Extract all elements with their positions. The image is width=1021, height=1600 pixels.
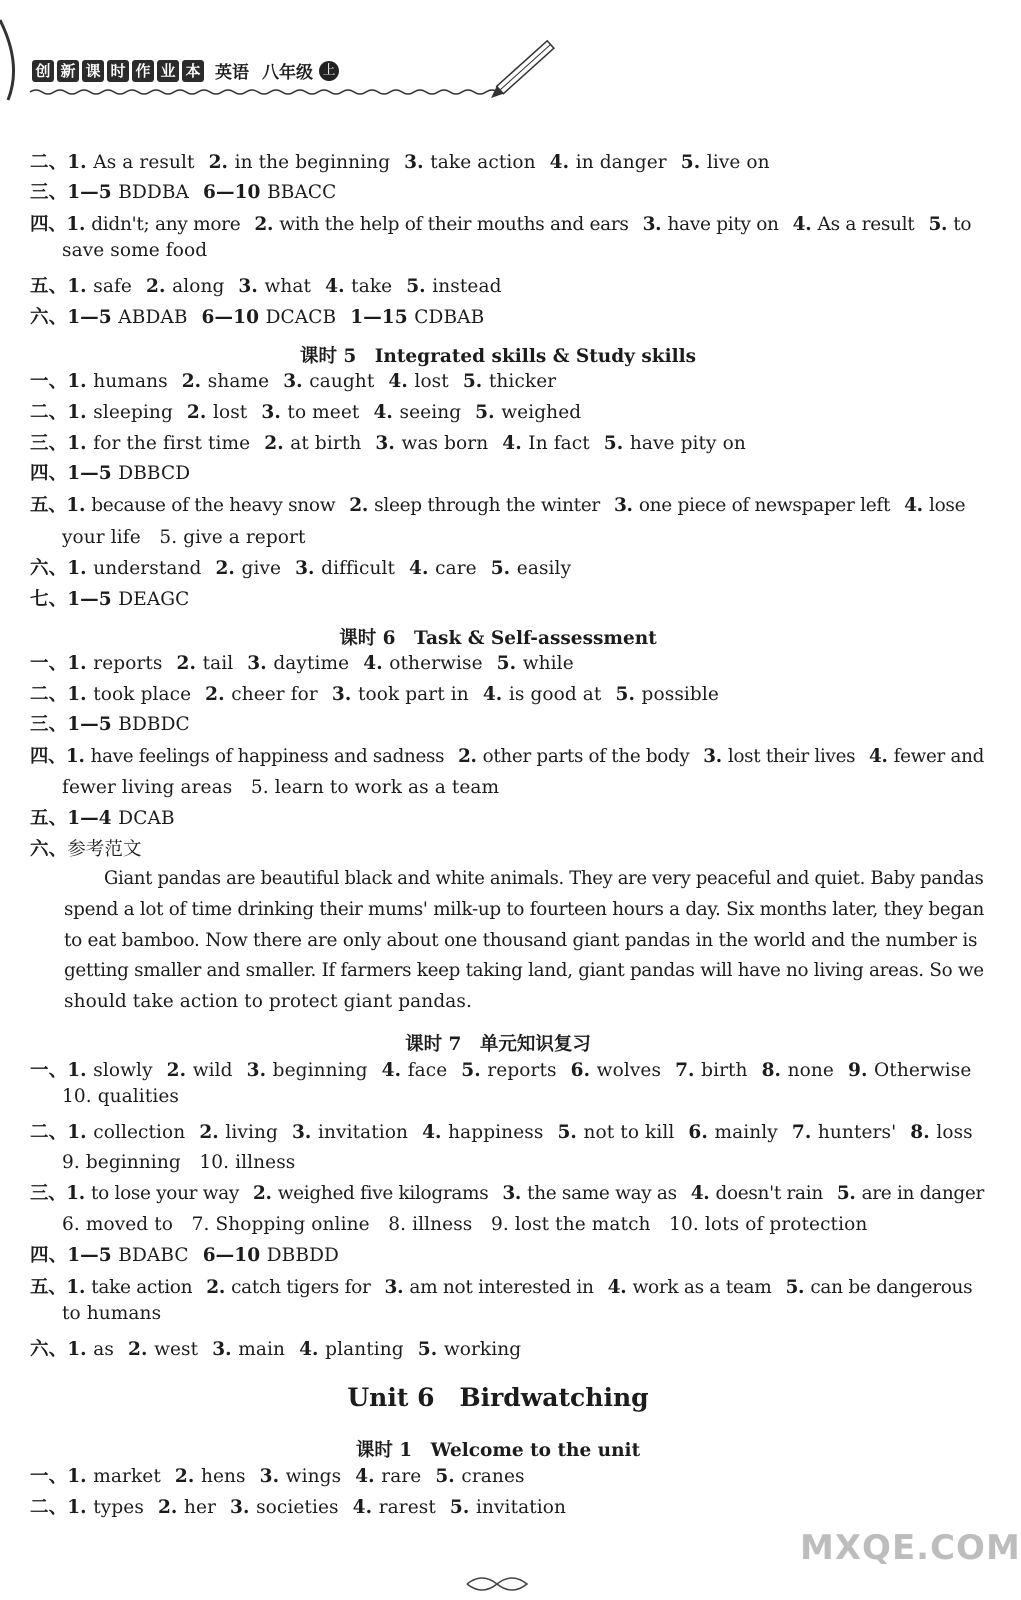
question-group-label: 二、 (30, 1497, 68, 1518)
answer-number: 5. (449, 1497, 476, 1518)
answer-text: slowly (93, 1060, 153, 1081)
answer-text: have pity on (667, 214, 779, 235)
answer-line (30, 1493, 566, 1519)
answer-number: 7. (791, 1122, 818, 1143)
answer-text: safe (93, 276, 132, 297)
question-group-label: 一、 (30, 653, 68, 674)
answer-number: 1. (66, 746, 91, 767)
title-char: 作 (132, 60, 154, 82)
answer-number: 4. (355, 1466, 382, 1487)
answer-text: Otherwise (874, 1060, 972, 1081)
answer-number: 1. (67, 653, 94, 674)
answer-text: working (443, 1339, 522, 1360)
answer-text: DEAGC (118, 589, 190, 610)
answer-text: lost their lives (727, 746, 856, 767)
answer-number: 6. (570, 1060, 597, 1081)
answer-text: the same way as (527, 1183, 677, 1204)
answer-number: 5. (836, 1183, 862, 1204)
answer-number: 2. (181, 371, 208, 392)
answer-number: 6—10 (203, 182, 268, 203)
answer-line (30, 491, 965, 517)
answer-number: 1—5 (67, 1245, 119, 1266)
answer-text: mainly (714, 1122, 778, 1143)
answer-number: 3. (295, 558, 322, 579)
answer-text: societies (256, 1497, 339, 1518)
answer-number: 9. (847, 1060, 875, 1081)
watermark: MXQE.COM (800, 1528, 1021, 1568)
answer-line (30, 1335, 521, 1361)
answer-number: 5. (603, 433, 630, 454)
answer-number: 5. (680, 152, 707, 173)
answer-number: 3. (613, 495, 639, 516)
answer-text: have feelings of happiness and sadness (90, 746, 445, 767)
answer-number: 1—5 (67, 307, 119, 328)
answer-number: 1. (67, 276, 94, 297)
answer-text: for the first time (93, 433, 251, 454)
answer-number: 3. (375, 433, 402, 454)
question-group-label: 四、 (30, 214, 67, 235)
answer-text: DBBCD (118, 463, 191, 484)
answer-number: 4. (792, 214, 818, 235)
answer-text: lose (928, 495, 966, 516)
answer-text: face (407, 1060, 448, 1081)
answer-text: wings (285, 1466, 342, 1487)
answer-number: 5. (928, 214, 954, 235)
answer-line (30, 710, 190, 736)
question-group-label: 三、 (30, 182, 68, 203)
answer-number: 5. (461, 1060, 488, 1081)
answer-number: 8. (761, 1060, 788, 1081)
answer-text: is good at (508, 684, 602, 705)
answer-text: doesn't rain (715, 1183, 823, 1204)
answer-text: hens (200, 1466, 246, 1487)
question-group-label: 四、 (30, 746, 67, 767)
answer-number: 1. (67, 558, 94, 579)
answer-number: 2. (176, 653, 203, 674)
answer-line-continued: to humans (62, 1303, 162, 1324)
answer-number: 1—5 (67, 463, 119, 484)
question-group-label: 七、 (30, 589, 68, 610)
answer-text: take (351, 276, 393, 297)
answer-number: 2. (157, 1497, 184, 1518)
question-group-label: 五、 (30, 808, 68, 829)
answer-text: as (93, 1339, 114, 1360)
answer-number: 5. (417, 1339, 444, 1360)
answer-text: BDBDC (118, 714, 190, 735)
answer-number: 3. (212, 1339, 239, 1360)
answer-number: 1. (67, 433, 94, 454)
answer-number: 1. (67, 1060, 94, 1081)
answer-line (30, 303, 484, 329)
answer-text: living (225, 1122, 278, 1143)
question-group-label: 六、 (30, 839, 68, 860)
answer-line (30, 585, 189, 611)
answer-text: As a result (817, 214, 915, 235)
question-group-label: 三、 (30, 1183, 67, 1204)
answer-text: along (172, 276, 225, 297)
answer-text: otherwise (389, 653, 483, 674)
answer-number: 3. (238, 276, 265, 297)
title-char: 业 (157, 60, 179, 82)
answer-number: 3. (404, 152, 431, 173)
answer-number: 2. (264, 433, 291, 454)
subject-label: 英语 (215, 63, 249, 83)
answer-text: one piece of newspaper left (638, 495, 891, 516)
answer-number: 1—5 (67, 714, 119, 735)
answer-text: wild (192, 1060, 233, 1081)
answer-number: 2. (206, 1277, 232, 1298)
answer-number: 4. (299, 1339, 326, 1360)
answer-number: 4. (373, 402, 400, 423)
answer-text: difficult (321, 558, 396, 579)
answer-number: 1. (67, 1339, 94, 1360)
sample-essay-line: should take action to protect giant pandas. (64, 991, 472, 1012)
answer-line (30, 1273, 972, 1299)
answer-number: 4. (549, 152, 576, 173)
answer-text: catch tigers for (231, 1277, 371, 1298)
answer-text: As a result (93, 152, 195, 173)
answer-text: lost (414, 371, 449, 392)
answer-text: care (435, 558, 477, 579)
answer-number: 4. (904, 495, 929, 516)
answer-text: can be dangerous (810, 1277, 973, 1298)
answer-number: 4. (381, 1060, 408, 1081)
answer-line (30, 367, 556, 393)
lesson-heading: 课时 1 Welcome to the unit (355, 1440, 641, 1461)
pencil-decoration-icon (0, 0, 996, 110)
answer-line (30, 429, 746, 455)
answer-number: 5. (615, 684, 642, 705)
answer-number: 2. (208, 152, 235, 173)
answer-text: ABDAB (118, 307, 188, 328)
answer-number: 3. (283, 371, 310, 392)
answer-line (30, 680, 719, 706)
answer-number: 3. (246, 1060, 273, 1081)
answer-text: DCACB (265, 307, 337, 328)
answer-text: hunters' (817, 1122, 897, 1143)
answer-text: in danger (575, 152, 667, 173)
answer-text: instead (432, 276, 502, 297)
answer-number: 1. (67, 1122, 94, 1143)
answer-number: 8. (910, 1122, 937, 1143)
answer-text: take action (430, 152, 536, 173)
answer-text: take action (91, 1277, 193, 1298)
answer-number: 2. (166, 1060, 193, 1081)
answer-number: 3. (291, 1122, 318, 1143)
answer-line (30, 1056, 971, 1082)
answer-number: 1. (67, 402, 94, 423)
answer-number: 2. (186, 402, 213, 423)
answer-text: invitation (475, 1497, 567, 1518)
answer-text: In fact (528, 433, 590, 454)
answer-number: 1. (67, 371, 94, 392)
answer-line (30, 148, 770, 174)
answer-number: 1. (66, 1277, 92, 1298)
answer-line (30, 835, 142, 861)
question-group-label: 三、 (30, 433, 68, 454)
question-group-label: 二、 (30, 1122, 68, 1143)
answer-text: planting (325, 1339, 404, 1360)
answer-number: 1. (67, 684, 94, 705)
answer-number: 1. (66, 214, 92, 235)
answer-text: cranes (461, 1466, 525, 1487)
question-group-label: 五、 (30, 495, 67, 516)
answer-number: 4. (482, 684, 509, 705)
answer-line (30, 742, 984, 768)
answer-text: to meet (287, 402, 360, 423)
answer-number: 3. (502, 1183, 528, 1204)
answer-line (30, 649, 574, 675)
question-group-label: 二、 (30, 402, 68, 423)
answer-line (30, 554, 571, 580)
question-group-label: 四、 (30, 1245, 68, 1266)
answer-text: while (522, 653, 574, 674)
answer-number: 5. (785, 1277, 811, 1298)
question-group-label: 五、 (30, 1277, 67, 1298)
answer-text: live on (706, 152, 770, 173)
question-group-label: 二、 (30, 152, 68, 173)
answer-number: 1—5 (67, 589, 119, 610)
answer-text: thicker (488, 371, 557, 392)
answer-number: 4. (869, 746, 894, 767)
answer-line-continued: fewer living areas 5. learn to work as a team (62, 777, 500, 798)
answer-number: 6—10 (201, 307, 266, 328)
answer-text: main (238, 1339, 286, 1360)
answer-number: 4. (325, 276, 352, 297)
answer-text: was born (401, 433, 489, 454)
answer-text: her (184, 1497, 217, 1518)
answer-number: 3. (247, 653, 274, 674)
answer-text: have pity on (629, 433, 746, 454)
answer-text: understand (93, 558, 202, 579)
answer-line (30, 1179, 984, 1205)
answer-text: am not interested in (409, 1277, 594, 1298)
answer-number: 3. (261, 402, 288, 423)
grade-label: 八年级 (262, 63, 313, 83)
answer-number: 4. (409, 558, 436, 579)
sample-essay-line: to eat bamboo. Now there are only about one thousand giant pandas in the world and the number is (64, 930, 978, 951)
answer-text: types (93, 1497, 144, 1518)
answer-number: 2. (174, 1466, 201, 1487)
sample-essay-line: Giant pandas are beautiful black and white animals. They are very peaceful and quiet. Baby pandas (104, 868, 984, 889)
answer-number: 2. (205, 684, 232, 705)
answer-text: work as a team (632, 1277, 772, 1298)
answer-line (30, 210, 971, 236)
answer-number: 2. (458, 746, 483, 767)
answer-text: possible (641, 684, 719, 705)
answer-text: west (154, 1339, 199, 1360)
answer-number: 5. (475, 402, 502, 423)
answer-text: reports (93, 653, 163, 674)
lesson-heading: 课时 6 Task & Self-assessment (339, 628, 657, 649)
answer-number: 6—10 (202, 1245, 267, 1266)
answer-text: rarest (378, 1497, 436, 1518)
question-group-label: 四、 (30, 463, 68, 484)
answer-text: reports (487, 1060, 557, 1081)
answer-text: DBBDD (266, 1245, 339, 1266)
answer-line (30, 1241, 339, 1267)
answer-text: happiness (448, 1122, 544, 1143)
answer-line (30, 398, 581, 424)
title-char: 新 (57, 60, 79, 82)
question-group-label: 六、 (30, 307, 68, 328)
answer-text: not to kill (583, 1122, 675, 1143)
question-group-label: 三、 (30, 714, 68, 735)
answer-number: 1—5 (67, 182, 119, 203)
page-header (0, 0, 996, 110)
answer-text: sleep through the winter (374, 495, 600, 516)
answer-number: 1. (66, 495, 92, 516)
answer-text: wolves (596, 1060, 662, 1081)
answer-text: lost (212, 402, 248, 423)
answer-number: 4. (690, 1183, 716, 1204)
answer-line (30, 1118, 973, 1144)
answer-number: 3. (642, 214, 668, 235)
answer-text: none (787, 1060, 834, 1081)
answer-text: seeing (399, 402, 462, 423)
answer-line-continued: 6. moved to 7. Shopping online 8. illness 9. lost the match 10. lots of protection (62, 1214, 868, 1235)
answer-line (30, 272, 502, 298)
answer-number: 4. (607, 1277, 633, 1298)
question-group-label: 二、 (30, 684, 68, 705)
lesson-heading: 课时 5 Integrated skills & Study skills (299, 346, 697, 367)
unit-heading: Unit 6 Birdwatching (347, 1383, 649, 1412)
answer-text: sleeping (93, 402, 173, 423)
answer-line (30, 178, 336, 204)
answer-number: 5. (496, 653, 523, 674)
answer-text: took place (93, 684, 192, 705)
answer-line-continued: 10. qualities (62, 1086, 180, 1107)
answer-text: give (241, 558, 282, 579)
answer-text: tail (202, 653, 234, 674)
question-group-label: 五、 (30, 276, 68, 297)
answer-number: 2. (349, 495, 375, 516)
book-title (32, 58, 339, 83)
volume-badge: 上 (319, 61, 339, 81)
answer-text: DCAB (118, 808, 175, 829)
answer-text: didn't; any more (91, 214, 241, 235)
answer-number: 2. (252, 1183, 278, 1204)
answer-text: easily (516, 558, 572, 579)
answer-number: 5. (462, 371, 489, 392)
answer-text: other parts of the body (482, 746, 690, 767)
lesson-heading: 课时 7 单元知识复习 (405, 1034, 591, 1055)
answer-text: caught (309, 371, 375, 392)
answer-number: 4. (422, 1122, 449, 1143)
answer-number: 3. (384, 1277, 410, 1298)
answer-text: invitation (318, 1122, 409, 1143)
answer-number: 1. (66, 1183, 92, 1204)
answer-text: weighed (501, 402, 582, 423)
answer-number: 4. (363, 653, 390, 674)
answer-number: 3. (230, 1497, 257, 1518)
answer-text: are in danger (861, 1183, 985, 1204)
answer-text: market (93, 1466, 161, 1487)
answer-number: 1. (67, 1466, 94, 1487)
answer-number: 1—4 (67, 808, 119, 829)
answer-text: beginning (272, 1060, 368, 1081)
title-char: 创 (32, 60, 54, 82)
answer-line-continued: 9. beginning 10. illness (62, 1152, 296, 1173)
answer-text: to lose your way (91, 1183, 240, 1204)
sample-essay-line: spend a lot of time drinking their mums' milk-up to fourteen hours a day. Six months later, they began (64, 899, 984, 920)
answer-number: 1. (67, 1497, 94, 1518)
answer-number: 1. (67, 152, 94, 173)
answer-text: collection (93, 1122, 186, 1143)
answer-text: BDABC (118, 1245, 189, 1266)
answer-text: 参考范文 (67, 839, 142, 860)
title-char: 时 (107, 60, 129, 82)
answer-number: 7. (675, 1060, 702, 1081)
answer-line (30, 804, 175, 830)
answer-text: shame (207, 371, 270, 392)
answer-text: CDBAB (414, 307, 485, 328)
answer-line-continued: your life 5. give a report (62, 527, 306, 548)
answer-number: 3. (259, 1466, 286, 1487)
answer-number: 2. (254, 214, 280, 235)
answer-number: 2. (199, 1122, 226, 1143)
answer-line-continued: save some food (62, 240, 208, 261)
answer-number: 3. (331, 684, 358, 705)
question-group-label: 一、 (30, 1060, 68, 1081)
footer-ornament-icon (462, 1572, 532, 1596)
answer-text: humans (93, 371, 168, 392)
answer-text: because of the heavy snow (91, 495, 336, 516)
answer-number: 2. (128, 1339, 155, 1360)
answer-number: 4. (502, 433, 529, 454)
question-group-label: 一、 (30, 1466, 68, 1487)
answer-number: 1—15 (350, 307, 415, 328)
answer-number: 6. (688, 1122, 715, 1143)
answer-number: 5. (490, 558, 517, 579)
answer-text: to (953, 214, 972, 235)
question-group-label: 六、 (30, 558, 68, 579)
answer-text: with the help of their mouths and ears (279, 214, 629, 235)
answer-text: what (264, 276, 312, 297)
answer-text: BDDBA (118, 182, 190, 203)
question-group-label: 六、 (30, 1339, 68, 1360)
answer-line (30, 1462, 525, 1488)
sample-essay-line: getting smaller and smaller. If farmers keep taking land, giant pandas will have no living areas. So we (64, 960, 984, 981)
title-char: 课 (82, 60, 104, 82)
answer-number: 2. (146, 276, 173, 297)
answer-text: in the beginning (234, 152, 391, 173)
answer-text: daytime (273, 653, 350, 674)
answer-text: BBACC (267, 182, 337, 203)
answer-text: weighed five kilograms (277, 1183, 489, 1204)
question-group-label: 一、 (30, 371, 68, 392)
answer-number: 5. (406, 276, 433, 297)
answer-text: fewer and (893, 746, 985, 767)
answer-number: 5. (435, 1466, 462, 1487)
answer-text: at birth (290, 433, 362, 454)
answer-number: 4. (388, 371, 415, 392)
answer-number: 4. (352, 1497, 379, 1518)
title-char: 本 (182, 60, 204, 82)
answer-text: rare (381, 1466, 422, 1487)
answer-text: cheer for (231, 684, 318, 705)
answer-number: 2. (215, 558, 242, 579)
answer-text: loss (936, 1122, 973, 1143)
answer-line (30, 459, 190, 485)
answer-text: birth (701, 1060, 748, 1081)
answer-number: 3. (703, 746, 728, 767)
answer-text: took part in (357, 684, 469, 705)
answer-number: 5. (557, 1122, 584, 1143)
